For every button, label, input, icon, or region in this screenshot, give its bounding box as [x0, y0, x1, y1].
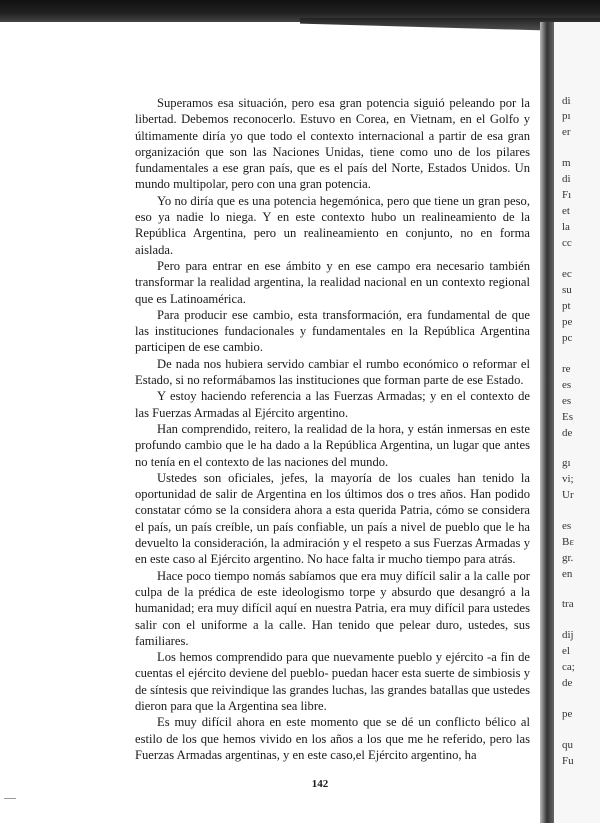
next-page-fragment: de [562, 677, 573, 689]
next-page-fragment: re [562, 363, 571, 375]
next-page-fragment: tra [562, 598, 574, 610]
next-page-fragment: er [562, 126, 571, 138]
next-page-fragment: de [562, 427, 573, 439]
next-page-fragment: es [562, 379, 572, 391]
next-page-fragment: et [562, 205, 570, 217]
adjacent-page-area [554, 22, 600, 823]
next-page-fragment: Fu [562, 755, 574, 767]
next-page-fragment: en [562, 568, 573, 580]
paragraph: De nada nos hubiera servido cambiar el rumbo económico o reformar el Estado, si no reformábamos las instituciones que forman parte de ese Estado. [135, 356, 530, 388]
next-page-fragment: qu [562, 739, 573, 751]
next-page-fragment: cc [562, 237, 572, 249]
next-page-fragment: pe [562, 316, 573, 328]
next-page-fragment: Ur [562, 489, 574, 501]
next-page-fragment: gr. [562, 552, 574, 564]
next-page-fragment: es [562, 520, 572, 532]
next-page-fragment: Fı [562, 189, 572, 201]
next-page-fragment: pe [562, 708, 573, 720]
next-page-fragment: la [562, 221, 570, 233]
paragraph: Han comprendido, reitero, la realidad de la hora, y están inmersas en este profundo cambio que le ha dado a la República Argentina, un lugar que antes no tenía en el contexto de las naciones del mundo. [135, 421, 530, 469]
next-page-fragment: es [562, 395, 572, 407]
next-page-fragment: pt [562, 300, 571, 312]
next-page-fragment: su [562, 284, 572, 296]
page-number: 142 [311, 778, 329, 790]
next-page-fragment: dij [562, 629, 574, 641]
next-page-fragment: el [562, 645, 570, 657]
paragraph: Y estoy haciendo referencia a las Fuerzas Armadas; y en el contexto de las Fuerzas Armadas al Ejército argentino. [135, 389, 530, 420]
next-page-fragment: vi; [562, 473, 574, 485]
next-page-fragment: di [562, 173, 571, 185]
next-page-fragment: Bε [562, 536, 574, 548]
next-page-fragment: m [562, 157, 571, 169]
scan-mark [4, 798, 16, 799]
next-page-fragment: pı [562, 110, 571, 122]
paragraph: Ustedes son oficiales, jefes, la mayoría de los cuales han tenido la oportunidad de salir de Argentina en los últimos dos o tres años. Han podido constatar cómo se la considera ahora a esta querida Patria, cómo se considera el país, un país creíble, un país confiable, un país a nivel de pueblo que le ha devuelto la consideración, la admiración y el respeto a sus Fuerzas Armadas y en este caso al Ejército argentino. No hace falta ir mucho tiempo para atrás. [135, 470, 530, 567]
page-body [135, 95, 530, 763]
next-page-fragment: gı [562, 457, 571, 469]
paragraph: Yo no diría que es una potencia hegemónica, pero que tiene un gran peso, eso ya nadie lo niega. Y en este contexto hubo un realineamiento de la República Argentina, pero un realineamiento en conjunto, no en forma aislada. [135, 193, 530, 257]
book-spine-fold [540, 22, 554, 823]
paragraph: Hace poco tiempo nomás sabíamos que era muy difícil salir a la calle por culpa de la prédica de este ideologismo torpe y absurdo que desangró a la humanidad; era muy difícil aquí en nuestra Patria, era muy difícil para ustedes salir con el uniforme a la calle. Han tenido que pelear duro, ustedes, sus familiares. [135, 568, 530, 648]
paragraph: Para producir ese cambio, esta transformación, era fundamental de que las instituciones fundacionales y fundamentales en la República Argentina participen de ese cambio. [135, 307, 530, 355]
next-page-fragment: Es [562, 411, 573, 423]
next-page-fragment: pc [562, 332, 573, 344]
next-page-fragment: ca; [562, 661, 575, 673]
paragraph: Pero para entrar en ese ámbito y en ese campo era necesario también transformar la realidad argentina, la realidad nacional en un contexto regional que es Latinoamérica. [135, 258, 530, 306]
paragraph: Es muy difícil ahora en este momento que se dé un conflicto bélico al estilo de los que hemos vivido en los años a los que me he referido, pero las Fuerzas Armadas argentinas, y en este caso,el Ejército argentino, ha [135, 715, 530, 762]
paragraph: Los hemos comprendido para que nuevamente pueblo y ejército -a fin de cuentas el ejército deviene del pueblo- puedan hacer esta suerte de simbiosis y de síntesis que reivindique las grandes luchas, las grandes batallas que ustedes dieron para que la Argentina sea libre. [135, 650, 530, 713]
paragraph: Superamos esa situación, pero esa gran potencia siguió peleando por la libertad. Debemos reconocerlo. Estuvo en Corea, en Vietnam, en el Golfo y últimamente diría yo que todo el contexto internacional a partir de esa gran organización que son las Naciones Unidas, tiene como uno de los pilares fundamentales a ese gran país, que es el país del Norte, Estados Unidos. Un mundo multipolar, pero con una gran potencia. [135, 96, 530, 192]
next-page-fragment: di [562, 95, 571, 107]
next-page-fragment: ec [562, 268, 572, 280]
